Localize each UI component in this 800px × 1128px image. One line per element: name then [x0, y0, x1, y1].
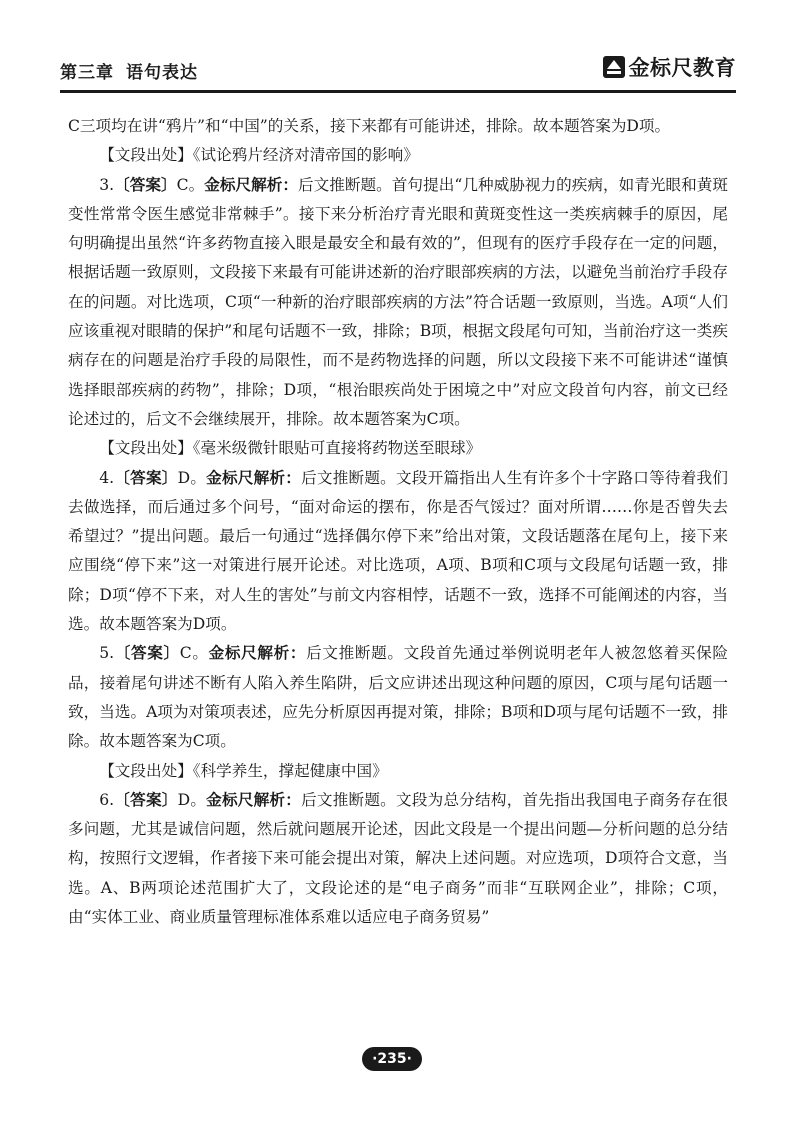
analysis-text: 后文推断题。首句提出“几种威胁视力的疾病，如青光眼和黄斑变性常常令医生感觉非常棘手”。接下来分析治疗青光眼和黄斑变性这一类疾病棘手的原因，尾句明确提出虽然“许多药物直接入眼是最安全和最有效的”，但现有的医疗手段存在一定的问题，根据话题一致原则，文段接下来最有可能讲述新的治疗眼部疾病的方法，以避免当前治疗手段存在的问题。对比选项，C项“一种新的治疗眼部疾病的方法”符合话题一致原则，当选。A项“人们应该重视对眼睛的保护”和尾句话题不一致，排除；B项，根据文段尾句可知，当前治疗这一类疾病存在的问题是治疗手段的局限性，而不是药物选择的问题，所以文段接下来不可能讲述“谨慎选择眼部疾病的药物”，排除；D项，“根治眼疾尚处于困境之中”对应文段首句内容，前文已经论述过的，后文不会继续展开，排除。故本题答案为C项。	[68, 175, 728, 428]
paragraph: C三项均在讲“鸦片”和“中国”的关系，接下来都有可能讲述，排除。故本题答案为D项。	[68, 117, 671, 135]
answer-paragraph	[68, 171, 728, 435]
answer-label: 〔答案〕	[114, 644, 180, 663]
source-note: 【文段出处】《科学养生，撑起健康中国》	[99, 761, 388, 780]
answer-label: 〔答案〕	[114, 468, 178, 487]
answer-choice: C。	[176, 175, 205, 194]
logo-text: 金标尺教育	[628, 56, 736, 80]
question-number: 4.	[99, 468, 115, 487]
analysis-label: 金标尺解析：	[204, 175, 299, 194]
answer-paragraph	[68, 639, 728, 756]
chapter-heading	[60, 58, 198, 83]
header-rule	[60, 90, 736, 93]
page-content	[68, 112, 728, 932]
analysis-label: 金标尺解析：	[206, 790, 302, 809]
answer-paragraph	[68, 464, 728, 640]
source-note: 【文段出处】《试论鸦片经济对清帝国的影响》	[99, 146, 419, 165]
question-number: 6.	[99, 790, 115, 809]
answer-choice: D。	[177, 790, 207, 809]
analysis-text: 后文推断题。文段首先通过举例说明老年人被忽悠着买保险品，接着尾句讲述不断有人陷入养生陷阱，后文应讲述出现这种问题的原因，C项与尾句话题一致，当选。A项为对策项表述，应先分析原因再提对策，排除；B项和D项与尾句话题不一致，排除。故本题答案为C项。	[68, 644, 728, 751]
source-note: 【文段出处】《毫米级微针眼贴可直接将药物送至眼球》	[99, 439, 482, 458]
answer-choice: D。	[177, 468, 207, 487]
publisher-logo	[603, 52, 737, 82]
chapter-title: 语句表达	[126, 63, 198, 83]
analysis-label: 金标尺解析：	[208, 644, 307, 663]
question-number: 5.	[99, 644, 115, 663]
answer-paragraph	[68, 786, 728, 932]
page-header	[60, 52, 736, 88]
chapter-number: 第三章	[60, 63, 114, 83]
answer-label: 〔答案〕	[114, 175, 177, 194]
question-number: 3.	[99, 175, 115, 194]
analysis-text: 后文推断题。文段为总分结构，首先指出我国电子商务存在很多问题，尤其是诚信问题，然后就问题展开论述，因此文段是一个提出问题—分析问题的总分结构，按照行文逻辑，作者接下来可能会提出对策，解决上述问题。对应选项，D项符合文意，当选。A、B两项论述范围扩大了，文段论述的是“电子商务”而非“互联网企业”，排除；C项，由“实体工业、商业质量管理标准体系难以适应电子商务贸易”	[68, 790, 728, 927]
analysis-text: 后文推断题。文段开篇指出人生有许多个十字路口等待着我们去做选择，而后通过多个问号，“面对命运的摆布，你是否气馁过？面对所谓……你是否曾失去希望过？”提出问题。最后一句通过“选择偶尔停下来”给出对策，文段话题落在尾句上，接下来应围绕“停下来”这一对策进行展开论述。对比选项，A项、B项和C项与文段尾句话题一致，排除；D项“停不下来，对人生的害处”与前文内容相悖，话题不一致，选择不可能阐述的内容，当选。故本题答案为D项。	[68, 468, 728, 634]
analysis-label: 金标尺解析：	[206, 468, 302, 487]
book-logo-icon	[603, 56, 625, 78]
answer-label: 〔答案〕	[114, 790, 178, 809]
page-number: ·235·	[362, 1047, 422, 1071]
answer-choice: C。	[179, 644, 209, 663]
